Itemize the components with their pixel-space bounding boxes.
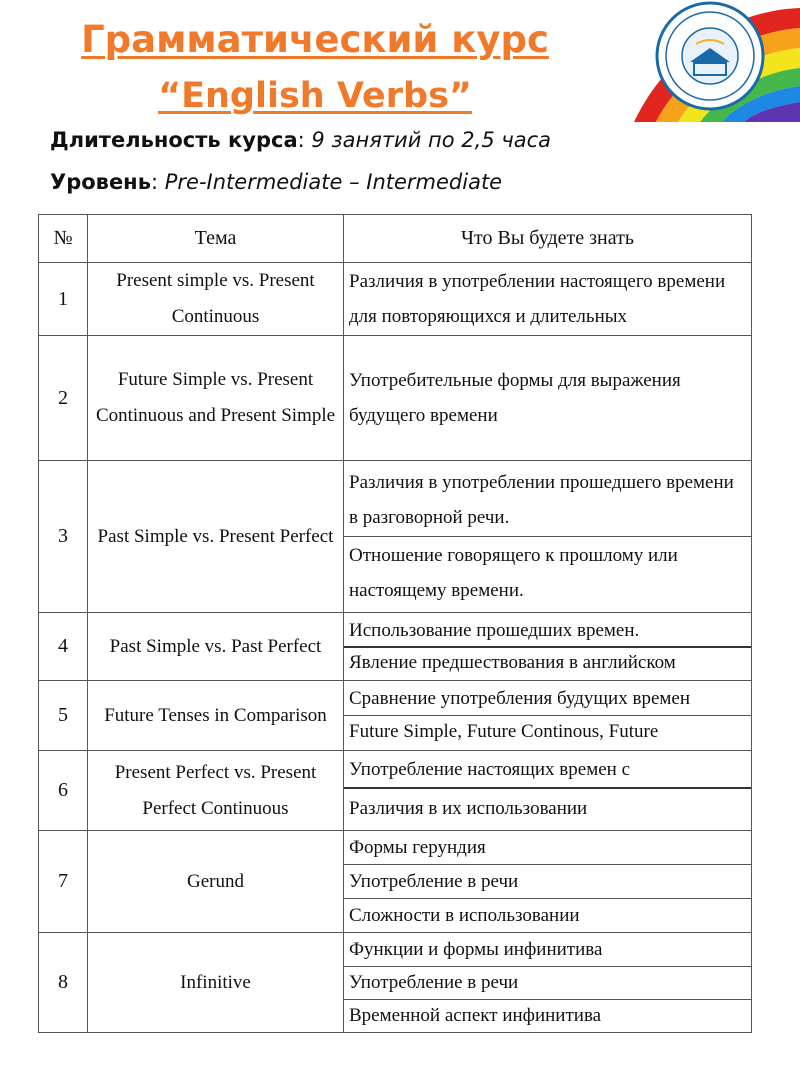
course-title: Грамматический курс bbox=[81, 18, 549, 61]
table-row bbox=[39, 831, 752, 933]
row-num: 6 bbox=[39, 751, 88, 831]
know-item: Временной аспект инфинитива bbox=[349, 1004, 602, 1026]
table-row bbox=[39, 336, 752, 461]
row-know bbox=[344, 461, 752, 613]
duration-label: Длительность курса bbox=[50, 128, 298, 152]
row-num: 2 bbox=[39, 336, 88, 461]
know-item: Отношение говорящего к прошлому или настоящему времени. bbox=[349, 545, 678, 601]
row-topic: Future Tenses in Comparison bbox=[88, 681, 344, 751]
course-table bbox=[38, 214, 752, 1033]
course-level bbox=[50, 170, 502, 194]
know-item: Сравнение употребления будущих времен bbox=[344, 683, 751, 716]
know-item: Сложности в использовании bbox=[349, 905, 580, 926]
know-item: Явление предшествования в английском bbox=[349, 651, 676, 673]
row-num: 1 bbox=[39, 263, 88, 336]
table-row bbox=[39, 751, 752, 831]
row-num: 4 bbox=[39, 613, 88, 681]
table-row bbox=[39, 263, 752, 336]
duration-value: 9 занятий по 2,5 часа bbox=[311, 128, 552, 152]
know-item: Использование прошедших времен. bbox=[344, 616, 751, 648]
header-num: № bbox=[39, 215, 88, 263]
row-know bbox=[344, 613, 752, 681]
row-num: 3 bbox=[39, 461, 88, 613]
row-topic: Past Simple vs. Present Perfect bbox=[88, 461, 344, 613]
row-know bbox=[344, 751, 752, 831]
row-num: 8 bbox=[39, 933, 88, 1033]
row-topic: Present simple vs. Present Continuous bbox=[88, 263, 344, 336]
table-row bbox=[39, 933, 752, 1033]
know-item: Употребительные формы для выражения будущего времени bbox=[349, 370, 681, 426]
row-num: 7 bbox=[39, 831, 88, 933]
row-know bbox=[344, 933, 752, 1033]
row-know bbox=[344, 681, 752, 751]
row-know bbox=[344, 336, 752, 461]
know-item: Употребление в речи bbox=[344, 865, 751, 899]
know-item: Различия в их использовании bbox=[349, 797, 588, 819]
row-know bbox=[344, 831, 752, 933]
level-label: Уровень bbox=[50, 170, 151, 194]
know-item: Употребление настоящих времен с bbox=[344, 753, 751, 789]
know-item: Future Simple, Future Continous, Future bbox=[349, 721, 659, 742]
course-duration bbox=[50, 128, 551, 152]
row-num: 5 bbox=[39, 681, 88, 751]
level-value: Pre-Intermediate – Intermediate bbox=[164, 170, 503, 194]
know-item: Формы герундия bbox=[344, 831, 751, 865]
know-item: Различия в употреблении настоящего времени для повторяющихся и длительных bbox=[349, 271, 726, 327]
know-item: Функции и формы инфинитива bbox=[344, 934, 751, 967]
level-colon: : bbox=[150, 170, 159, 194]
row-know bbox=[344, 263, 752, 336]
row-topic: Gerund bbox=[88, 831, 344, 933]
table-row bbox=[39, 681, 752, 751]
duration-colon: : bbox=[297, 128, 305, 152]
know-item: Различия в употреблении прошедшего времени в разговорной речи. bbox=[344, 464, 751, 537]
header-topic: Тема bbox=[88, 215, 344, 263]
school-emblem-icon bbox=[634, 0, 800, 122]
row-topic: Present Perfect vs. Present Perfect Continuous bbox=[88, 751, 344, 831]
row-topic: Past Simple vs. Past Perfect bbox=[88, 613, 344, 681]
course-subtitle: “English Verbs” bbox=[158, 76, 472, 116]
table-row bbox=[39, 613, 752, 681]
table-header-row bbox=[39, 215, 752, 263]
row-topic: Infinitive bbox=[88, 933, 344, 1033]
table-row bbox=[39, 461, 752, 613]
know-item: Употребление в речи bbox=[344, 967, 751, 1000]
header-know: Что Вы будете знать bbox=[344, 215, 752, 263]
row-topic: Future Simple vs. Present Continuous and Present Simple bbox=[88, 336, 344, 461]
